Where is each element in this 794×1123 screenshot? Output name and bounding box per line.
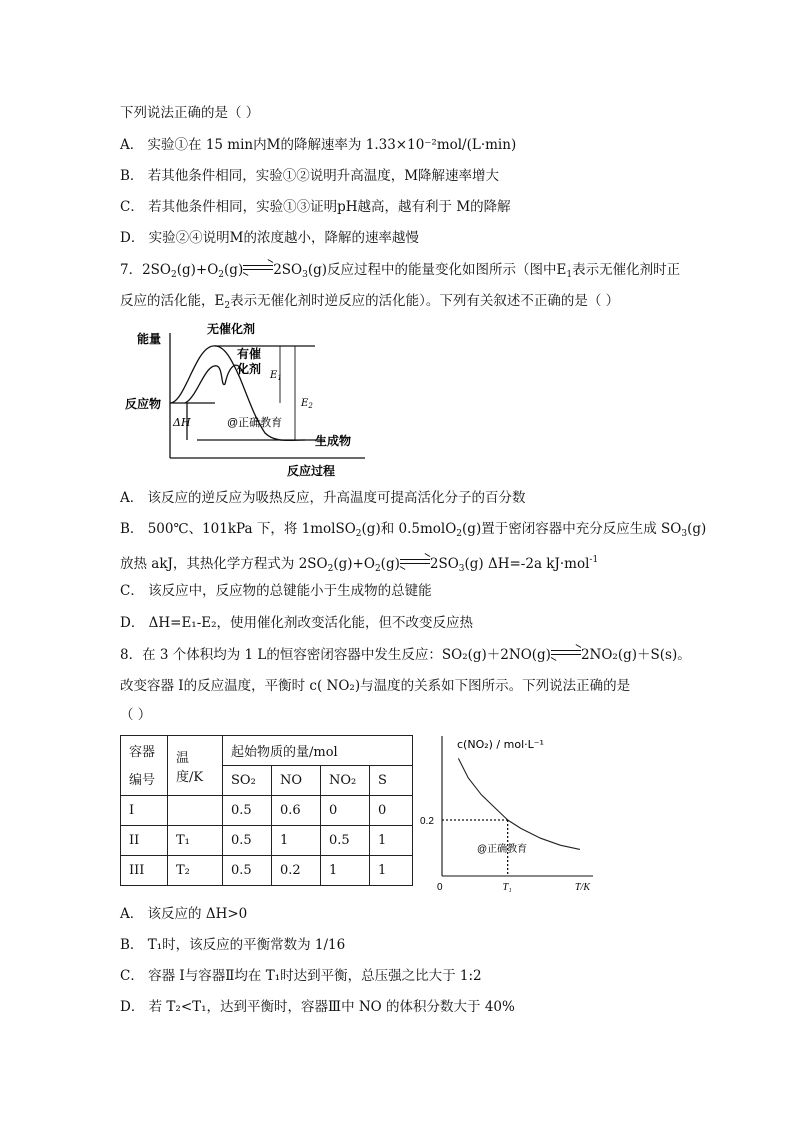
chart-origin: 0 — [437, 882, 443, 893]
catalyst-label-1: 有催 — [237, 347, 262, 361]
q6-option-c: C． 若其他条件相同，实验①③证明pH越高，越有利于 M的降解 — [120, 199, 511, 215]
chart-x-label: T/K — [575, 882, 591, 893]
no2-temperature-chart — [415, 728, 605, 896]
watermark-2: @正确教育 — [477, 844, 528, 855]
header-temp: 温度/K — [168, 736, 223, 796]
table-row: I 0.5 0.6 0 0 — [121, 796, 413, 826]
energy-label: 能量 — [137, 332, 162, 346]
watermark-1: @正确教育 — [227, 417, 283, 429]
q8-data-table — [120, 735, 413, 886]
col-s: S — [370, 766, 413, 796]
q8-option-c: C． 容器 I与容器Ⅱ均在 T₁时达到平衡，总压强之比大于 1:2 — [120, 968, 482, 984]
q7-option-b-line1: B． 500℃、101kPa 下，将 1molSO$_2$(g)和 0.5molO$_2$(g)置于密闭容器中充分反应生成 $SO_3(g)$ — [120, 521, 707, 539]
energy-diagram — [125, 318, 385, 478]
chart-y-label: c(NO₂) / mol·L⁻¹ — [457, 738, 544, 751]
chart-x-tick: T₁ — [502, 882, 512, 893]
reactant-label: 反应物 — [125, 397, 162, 411]
reaction-progress-label: 反应过程 — [287, 464, 336, 478]
q8-stem-line3: （ ） — [120, 707, 152, 723]
q6-option-b: B． 若其他条件相同，实验①②说明升高温度，M降解速率增大 — [120, 168, 500, 184]
col-no: NO — [272, 766, 321, 796]
equilibrium-arrow-icon — [400, 557, 430, 567]
q7-option-a: A． 该反应的逆反应为吸热反应，升高温度可提高活化分子的百分数 — [120, 490, 526, 506]
no2-curve — [458, 758, 580, 849]
q6-option-a: A． 实验①在 15 min内M的降解速率为 1.33×10⁻²mol/(L·min) — [120, 137, 517, 153]
e1-label: $E_1$ — [270, 370, 282, 382]
equilibrium-arrow-icon — [243, 263, 273, 273]
q8-stem-line1: 8．在 3 个体积均为 1 L的恒容密闭容器中发生反应：SO₂(g)＋2NO(g) 2NO₂(g)＋S(s)。 — [120, 646, 691, 664]
q7-option-b-line2: 放热 akJ，其热化学方程式为 $2SO_2(g)+O_2(g)$ $2SO_3(g)$ ΔH=-2a kJ·mol$^{-1}$ — [120, 555, 599, 574]
col-no2: NO₂ — [321, 766, 370, 796]
q8-option-d: D． 若 T₂<T₁，达到平衡时，容器Ⅲ中 NO 的体积分数大于 40% — [120, 999, 515, 1015]
q8-stem-line2: 改变容器 I的反应温度，平衡时 c( NO₂)与温度的关系如下图所示。下列说法正确的是 — [120, 678, 631, 694]
col-so2: SO₂ — [223, 766, 272, 796]
q8-option-b: B． T₁时，该反应的平衡常数为 1/16 — [120, 937, 346, 953]
e2-label: $E_2$ — [301, 398, 313, 410]
header-container: 容器 编号 — [121, 736, 168, 796]
q6-stem: 下列说法正确的是（ ） — [120, 105, 260, 121]
catalyzed-curve — [185, 365, 243, 403]
equilibrium-arrow-icon — [551, 648, 581, 658]
delta-h-label: ΔH — [173, 416, 191, 429]
q7-option-c: C． 该反应中，反应物的总键能小于生成物的总键能 — [120, 583, 432, 599]
product-label: 生成物 — [315, 434, 352, 448]
q8-option-a: A． 该反应的 ΔH>0 — [120, 906, 248, 922]
no-catalyst-label: 无催化剂 — [207, 322, 256, 336]
q7-stem-line2: 反应的活化能，$E_2$表示无催化剂时逆反应的活化能）。下列有关叙述不正确的是（ ） — [120, 293, 620, 311]
q6-option-d: D． 实验②④说明M的浓度越小，降解的速率越慢 — [120, 230, 419, 246]
q7-option-d: D． ΔH=E₁-E₂，使用催化剂改变活化能，但不改变反应热 — [120, 615, 474, 631]
q7-stem-line1: 7．$2SO_2(g)+O_2(g)$ $2SO_3(g)$反应过程中的能量变化如图所示（图中$E_1$表示无催化剂时正 — [120, 261, 680, 284]
table-row: II T₁ 0.5 1 0.5 1 — [121, 826, 413, 856]
catalyst-label-2: 化剂 — [237, 362, 262, 376]
header-start: 起始物质的量/mol — [223, 736, 413, 766]
chart-y-tick: 0.2 — [420, 816, 434, 827]
table-row: III T₂ 0.5 0.2 1 1 — [121, 856, 413, 886]
